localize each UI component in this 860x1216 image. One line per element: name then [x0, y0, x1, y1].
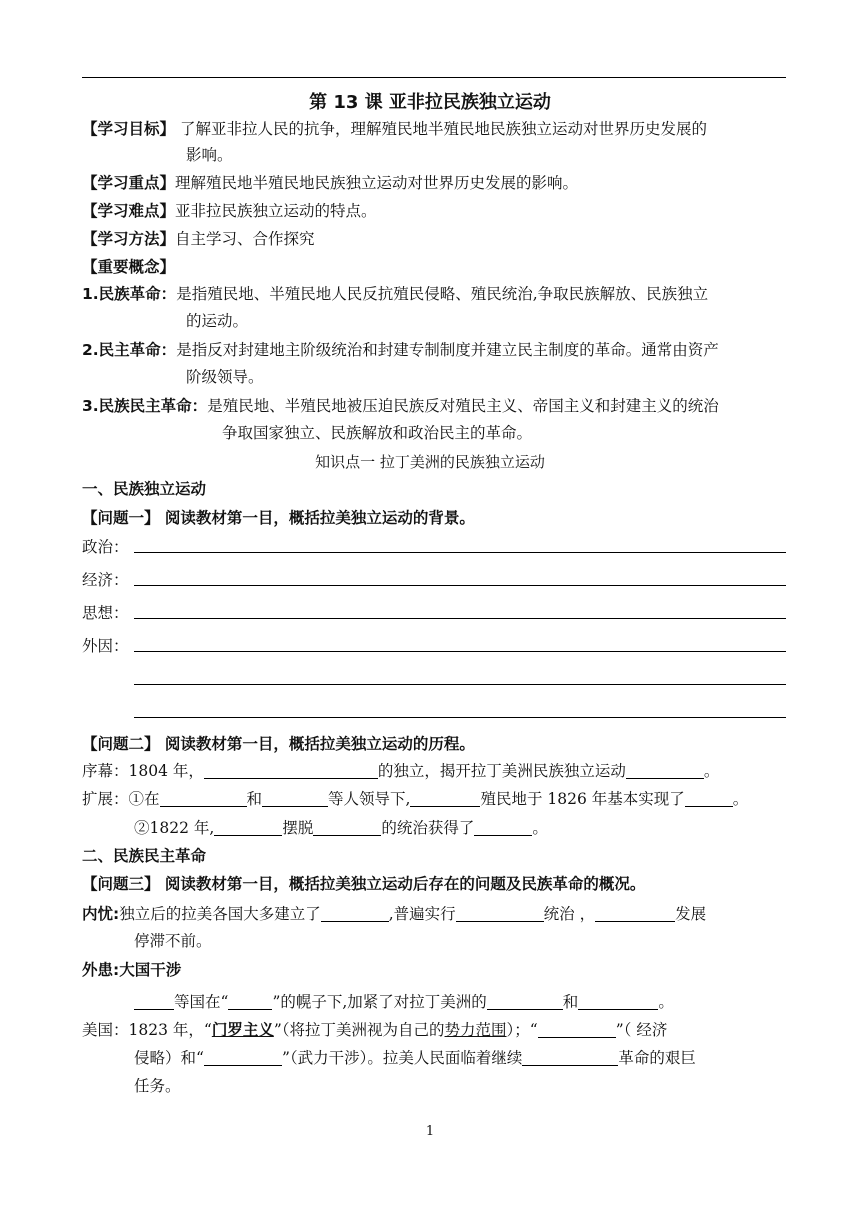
us-label: 美国：	[82, 1021, 129, 1039]
blank[interactable]	[313, 819, 381, 836]
us-text: ”（ 经济	[615, 1021, 668, 1039]
expand-text: 摆脱	[282, 819, 314, 837]
prelude-label: 序幕：	[82, 762, 129, 780]
page-number: 1	[425, 1124, 435, 1139]
answer-line-politics[interactable]	[134, 552, 786, 553]
expand-text: 等人领导下,	[328, 790, 411, 808]
method-label: 【学习方法】	[82, 230, 176, 248]
prelude-text: 的独立，揭开拉丁美洲民族独立运动	[377, 762, 626, 780]
blank[interactable]	[262, 790, 328, 807]
header-rule	[82, 77, 786, 78]
inner-label: 内忧:	[82, 905, 120, 923]
key-label: 【学习重点】	[82, 174, 176, 192]
section-1-heading: 一、民族独立运动	[82, 480, 207, 498]
us-line-2	[134, 1048, 838, 1068]
difficulty-line	[82, 201, 786, 221]
outer-label: 外患:大国干涉	[82, 961, 182, 979]
us-text: 1823 年，“	[128, 1021, 212, 1039]
blank[interactable]	[685, 790, 733, 807]
answer-line-external-1[interactable]	[134, 651, 786, 652]
concept-text-cont: 阶级领导。	[186, 368, 264, 386]
us-text: ”（将拉丁美洲视为自己的	[273, 1021, 445, 1039]
goal-text-cont: 影响。	[186, 146, 233, 164]
us-line	[82, 1020, 786, 1040]
sphere-of-influence: 势力范围	[444, 1021, 507, 1039]
section-2-heading: 二、民族民主革命	[82, 847, 207, 865]
us-text: ”（武力干涉）。拉美人民面临着继续	[281, 1049, 523, 1067]
expand-text: ①在	[128, 790, 160, 808]
field-thought-label: 思想：	[82, 604, 129, 622]
expand-label: 扩展：	[82, 790, 129, 808]
expand-text: 和	[246, 790, 263, 808]
blank[interactable]	[578, 993, 658, 1010]
concept-2	[82, 340, 786, 360]
us-text: 侵略）和“	[134, 1049, 204, 1067]
blank[interactable]	[321, 905, 389, 922]
expand-text: 殖民地于 1826 年基本实现了	[480, 790, 685, 808]
difficulty-text: 亚非拉民族独立运动的特点。	[175, 202, 377, 220]
blank[interactable]	[134, 993, 174, 1010]
outer-text: 等国在“	[174, 993, 229, 1011]
punct: 。	[658, 993, 674, 1011]
blank[interactable]	[626, 762, 704, 779]
us-text-cont: 任务。	[134, 1077, 181, 1095]
blank[interactable]	[214, 819, 282, 836]
answer-line-thought[interactable]	[134, 618, 786, 619]
difficulty-label: 【学习难点】	[82, 202, 176, 220]
concept-3	[82, 396, 786, 416]
concept-text-cont: 争取国家独立、民族解放和政治民主的革命。	[222, 424, 533, 442]
prelude-year: 1804 年，	[128, 762, 204, 780]
question-3: 【问题三】 阅读教材第一目，概括拉美独立运动后存在的问题及民族革命的概况。	[82, 875, 646, 893]
answer-line-external-3[interactable]	[134, 717, 786, 718]
concepts-label: 【重要概念】	[82, 258, 176, 276]
inner-text: ,普遍实行	[388, 905, 456, 923]
inner-text-cont: 停滞不前。	[134, 932, 212, 950]
goal-line	[82, 119, 786, 139]
blank[interactable]	[538, 1021, 616, 1038]
outer-line	[134, 992, 838, 1012]
blank[interactable]	[522, 1049, 618, 1066]
inner-text: 统治 ，	[543, 905, 596, 923]
us-text: ）；“	[506, 1021, 538, 1039]
question-1: 【问题一】 阅读教材第一目，概括拉美独立运动的背景。	[82, 509, 475, 527]
field-economy-label: 经济：	[82, 571, 129, 589]
answer-line-external-2[interactable]	[134, 684, 786, 685]
punct: 。	[703, 762, 720, 780]
punct: 。	[732, 790, 749, 808]
blank[interactable]	[487, 993, 563, 1010]
expand-text: 的统治获得了	[381, 819, 475, 837]
blank[interactable]	[456, 905, 544, 922]
inner-text: 发展	[675, 905, 707, 923]
blank[interactable]	[595, 905, 675, 922]
expand-line	[82, 789, 786, 809]
punct: 。	[532, 819, 548, 837]
blank[interactable]	[160, 790, 247, 807]
concept-term: 1.民族革命：	[82, 285, 177, 303]
blank[interactable]	[474, 819, 532, 836]
knowledge-point-heading: 知识点一 拉丁美洲的民族独立运动	[315, 453, 545, 471]
blank[interactable]	[204, 762, 378, 779]
key-text: 理解殖民地半殖民地民族独立运动对世界历史发展的影响。	[175, 174, 579, 192]
answer-line-economy[interactable]	[134, 585, 786, 586]
concept-1	[82, 284, 786, 304]
question-2: 【问题二】 阅读教材第一目，概括拉美独立运动的历程。	[82, 735, 475, 753]
us-text: 革命的艰巨	[618, 1049, 696, 1067]
field-politics-label: 政治：	[82, 538, 129, 556]
blank[interactable]	[410, 790, 480, 807]
key-line	[82, 173, 786, 193]
field-external-label: 外因：	[82, 637, 129, 655]
blank[interactable]	[228, 993, 272, 1010]
inner-text: 独立后的拉美各国大多建立了	[119, 905, 321, 923]
expand-line-2	[134, 818, 838, 838]
expand-text: ②1822 年,	[134, 819, 215, 837]
goal-label: 【学习目标】	[82, 120, 176, 138]
method-text: 自主学习、合作探究	[175, 230, 315, 248]
blank[interactable]	[204, 1049, 282, 1066]
outer-text: ”的幌子下,加紧了对拉丁美洲的	[272, 993, 487, 1011]
outer-text: 和	[562, 993, 579, 1011]
monroe-doctrine: 门罗主义	[211, 1021, 274, 1039]
concept-text: 是指殖民地、半殖民地人民反抗殖民侵略、殖民统治,争取民族解放、民族独立	[176, 285, 709, 303]
method-line	[82, 229, 786, 249]
concept-term: 3.民族民主革命：	[82, 397, 208, 415]
concept-text: 是殖民地、半殖民地被压迫民族反对殖民主义、帝国主义和封建主义的统治	[207, 397, 719, 415]
goal-text: 了解亚非拉人民的抗争，理解殖民地半殖民地民族独立运动对世界历史发展的	[175, 120, 707, 138]
prelude-line	[82, 761, 786, 781]
concept-term: 2.民主革命：	[82, 341, 177, 359]
concept-text-cont: 的运动。	[186, 312, 249, 330]
inner-line	[82, 904, 786, 924]
page-title: 第 13 课 亚非拉民族独立运动	[309, 92, 551, 113]
concept-text: 是指反对封建地主阶级统治和封建专制制度并建立民主制度的革命。通常由资产	[176, 341, 719, 359]
